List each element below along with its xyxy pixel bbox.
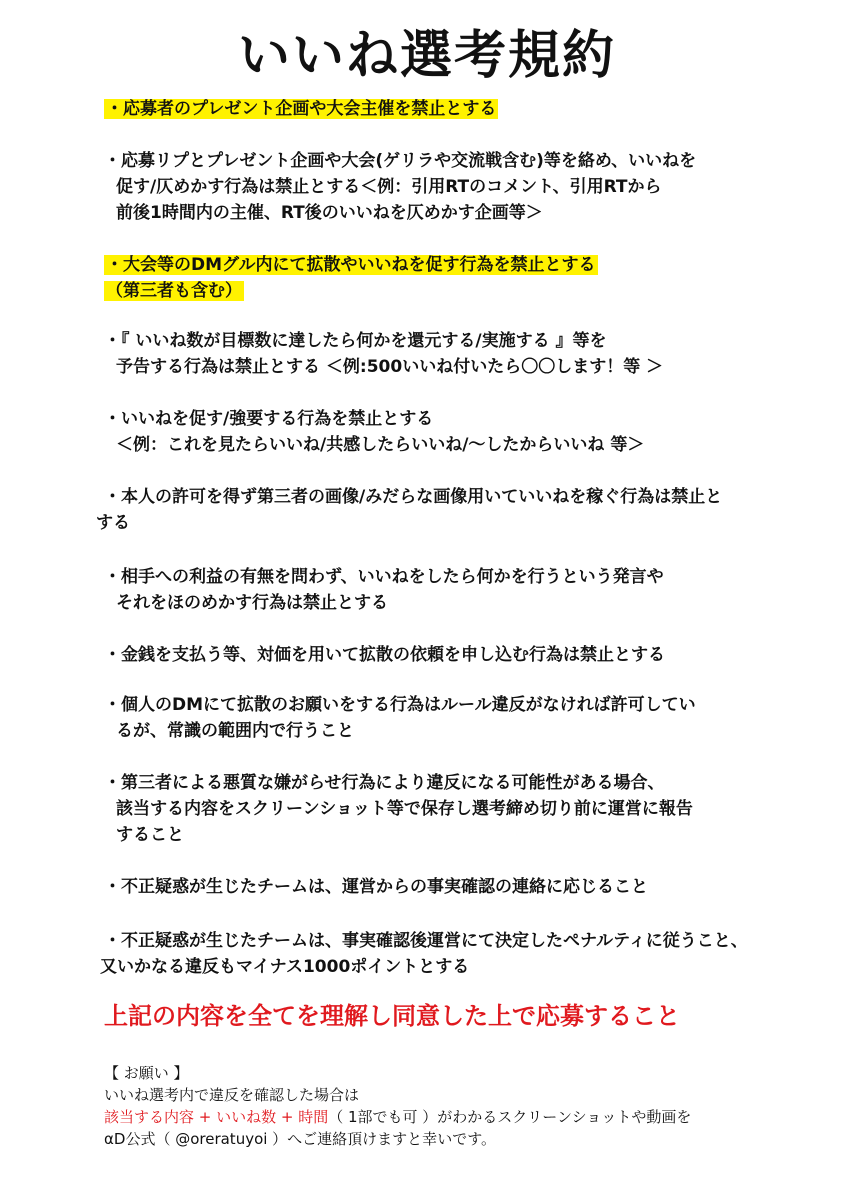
rule-line: ・本人の許可を得ず第三者の画像/みだらな画像用いていいねを稼ぐ行為は禁止と [104, 487, 723, 507]
request-line: いいね選考内で違反を確認した場合は [104, 1086, 360, 1104]
rule-line: ・金銭を支払う等、対価を用いて拡散の依頼を申し込む行為は禁止とする [104, 645, 665, 665]
request-line [104, 1106, 691, 1128]
request-contact-line: αD公式（ @oreratuyoi ）へご連絡頂けますと幸いです。 [104, 1130, 496, 1148]
rule-item [100, 928, 748, 980]
rule-item [104, 692, 696, 744]
rule-line: ＜例：これを見たらいいね/共感したらいいね/〜したからいいね 等＞ [116, 435, 645, 455]
rule-line: 該当する内容をスクリーンショット等で保存し選考締め切り前に運営に報告 [116, 799, 693, 819]
rule-line: るが、常識の範囲内で行うこと [116, 721, 354, 741]
rule-line: ・個人のDMにて拡散のお願いをする行為はルール違反がなければ許可してい [104, 695, 696, 715]
rule-line: ・第三者による悪質な嫌がらせ行為により違反になる可能性がある場合、 [104, 773, 665, 793]
rule-line: それをほのめかす行為は禁止とする [116, 593, 388, 613]
request-section [104, 1062, 691, 1150]
rule-item [96, 484, 723, 536]
rule-line: 促す/仄めかす行為は禁止とする＜例：引用RTのコメント、引用RTから [116, 177, 662, 197]
page-title: いいね選考規約 [237, 26, 616, 86]
rule-item [104, 96, 498, 122]
rule-line: ・不正疑惑が生じたチームは、運営からの事実確認の連絡に応じること [104, 877, 648, 897]
rule-item [104, 328, 663, 380]
agreement-notice: 上記の内容を全てを理解し同意した上で応募すること [104, 1002, 680, 1030]
rule-line: ・応募リプとプレゼント企画や大会(ゲリラや交流戦含む)等を絡め、いいねを [104, 151, 697, 171]
rule-line: 又いかなる違反もマイナス1000ポイントとする [100, 957, 470, 977]
rule-line: （第三者も含む） [106, 281, 242, 301]
rule-item [104, 642, 665, 668]
rule-item [104, 874, 648, 900]
rule-line: ・大会等のDMグル内にて拡散やいいねを促す行為を禁止とする [106, 255, 596, 275]
rule-line: ・『 いいね数が目標数に達したら何かを還元する/実施する 』等を [104, 331, 607, 351]
rule-line: ・いいねを促す/強要する行為を禁止とする [104, 409, 434, 429]
rule-item [104, 252, 598, 304]
rule-line: ・応募者のプレゼント企画や大会主催を禁止とする [106, 99, 497, 119]
rule-item [104, 770, 693, 848]
rule-line: ・相手への利益の有無を問わず、いいねをしたら何かを行うという発言や [104, 567, 664, 587]
rule-item [104, 564, 664, 616]
rule-line: 前後1時間内の主催、RT後のいいねを仄めかす企画等＞ [116, 203, 543, 223]
rule-line: すること [116, 825, 184, 845]
rule-item [104, 406, 644, 458]
rule-line: 予告する行為は禁止とする ＜例:500いいね付いたら〇〇します！等 ＞ [116, 357, 664, 377]
request-heading: 【 お願い 】 [104, 1064, 189, 1082]
rule-line: ・不正疑惑が生じたチームは、事実確認後運営にて決定したペナルティに従うこと、 [104, 931, 748, 951]
request-line-rest: （ 1部でも可 ）がわかるスクリーンショットや動画を [328, 1108, 692, 1126]
request-highlight: 該当する内容 + いいね数 + 時間 [104, 1108, 329, 1126]
rule-line: する [96, 513, 130, 533]
rule-item [104, 148, 696, 226]
